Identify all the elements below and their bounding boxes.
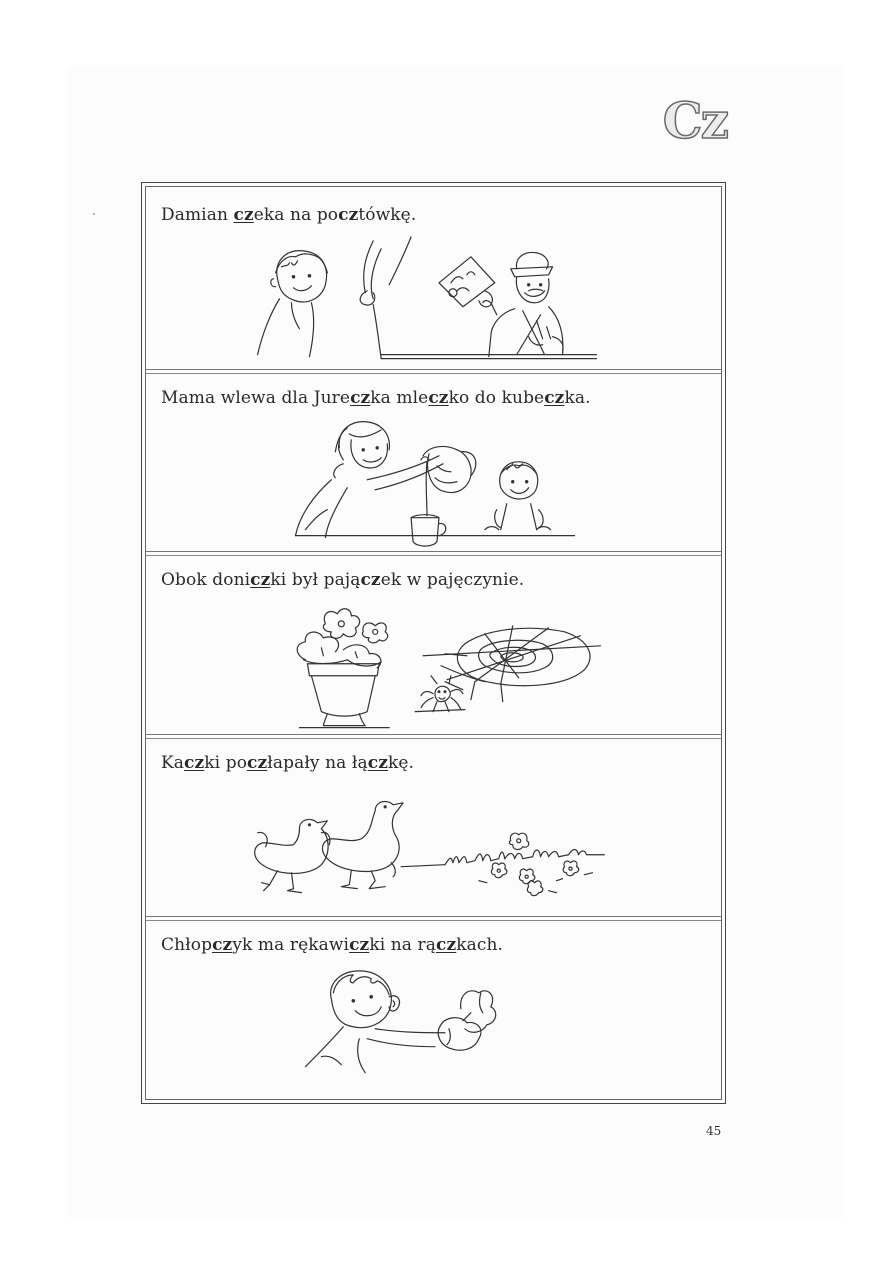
highlighted-cz: cz <box>360 570 381 591</box>
sentence-fragment: eka na po <box>253 205 339 225</box>
highlighted-cz: cz <box>350 387 371 408</box>
exercise-panel <box>146 187 721 369</box>
sentence-fragment: Damian <box>161 205 234 225</box>
highlighted-cz: cz <box>349 935 370 956</box>
sentence-fragment: ki był pają <box>270 570 361 591</box>
sentence-fragment: kę. <box>388 752 415 773</box>
letter-heading: Cz <box>662 91 727 150</box>
sentence-fragment: Mama wlewa dla Jure <box>161 387 351 408</box>
sentence-fragment: ki po <box>204 752 248 773</box>
exercise-panel <box>146 369 721 552</box>
highlighted-cz: cz <box>428 387 449 408</box>
sentence-fragment: Obok doni <box>161 570 251 591</box>
highlighted-cz: cz <box>436 935 457 956</box>
sentence-fragment: ka. <box>564 387 591 408</box>
sentence-fragment: Ka <box>161 752 185 773</box>
boy-waiting-postman-illustration <box>146 187 721 369</box>
boy-with-gloves-illustration <box>146 917 721 1099</box>
highlighted-cz: cz <box>338 205 359 225</box>
highlighted-cz: cz <box>247 752 268 773</box>
highlighted-cz: cz <box>367 752 388 773</box>
mother-pouring-milk-illustration <box>146 370 721 552</box>
sentence-fragment: ek w pajęczynie. <box>380 570 525 591</box>
sentence-fragment: ko do kube <box>448 387 545 408</box>
sentence-fragment: łapały na łą <box>267 752 368 773</box>
sentence-fragment: tówkę. <box>358 205 417 225</box>
sentence-fragment: yk ma rękawi <box>232 935 350 956</box>
exercise-panel <box>146 551 721 734</box>
sentence-fragment: ki na rą <box>369 935 437 956</box>
highlighted-cz: cz <box>233 205 254 225</box>
page-number: 45 <box>706 1124 722 1138</box>
scan-speck <box>93 213 95 215</box>
highlighted-cz: cz <box>212 935 233 956</box>
sentence-fragment: Chłop <box>161 935 213 956</box>
flowerpot-and-spiderweb-illustration <box>146 552 721 734</box>
highlighted-cz: cz <box>184 752 205 773</box>
highlighted-cz: cz <box>544 387 565 408</box>
exercise-panel <box>146 916 721 1099</box>
exercise-list <box>145 186 722 1100</box>
exercise-frame <box>141 182 726 1104</box>
highlighted-cz: cz <box>250 570 271 591</box>
sentence-fragment: kach. <box>456 935 504 956</box>
exercise-panel <box>146 734 721 917</box>
sentence-fragment: ka mle <box>370 387 429 408</box>
ducks-walking-to-meadow-illustration <box>146 735 721 917</box>
